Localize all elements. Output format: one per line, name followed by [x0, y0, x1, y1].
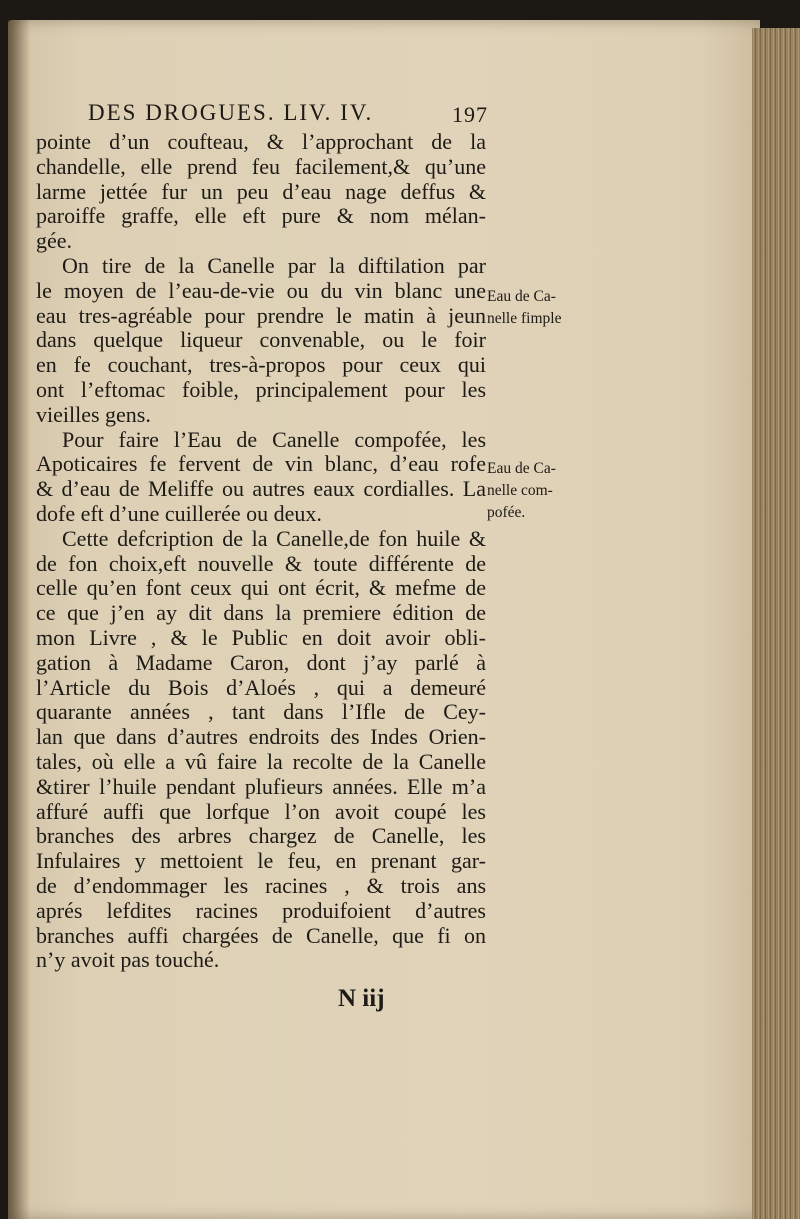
text-line: ont l’eftomac foible, principalement pour les [36, 376, 486, 402]
text-line: Pour faire l’Eau de Canelle compofée, les [62, 426, 486, 452]
text-line: affuré auffi que lorfque l’on avoit coupé les [36, 798, 486, 824]
text-line: aprés lefdites racines produifoient d’autres [36, 897, 486, 923]
text-line: chandelle, elle prend feu facilement,& qu’une [36, 153, 486, 179]
text-line: dans quelque liqueur convenable, ou le foir [36, 327, 486, 353]
text-line: dofe eft d’une cuillerée ou deux. [36, 500, 322, 526]
binding-gutter-shadow [8, 20, 30, 1219]
text-line: larme jettée fur un peu d’eau nage deffus & [36, 178, 486, 204]
margin-note-composee [487, 458, 587, 524]
signature-mark: N iij [338, 985, 385, 1012]
text-line: branches des arbres chargez de Canelle, les [36, 823, 486, 849]
text-line: n’y avoit pas touché. [36, 947, 220, 973]
text-line: quarante années , tant dans l’Ifle de Cey- [36, 699, 486, 725]
text-line: de fon choix,eft nouvelle & toute différente de [36, 550, 486, 576]
text-line: paroiffe graffe, elle eft pure & nom mélan- [36, 203, 486, 229]
running-title: DES DROGUES. LIV. IV. [88, 100, 374, 125]
main-text-column [36, 130, 486, 973]
paragraph-4 [36, 527, 486, 973]
paragraph-2 [36, 254, 486, 428]
text-line: le moyen de l’eau-de-vie ou du vin blanc une [36, 277, 486, 303]
margin-note-line: nelle fimple [487, 310, 562, 327]
text-line: pointe d’un coufteau, & l’approchant de la [36, 129, 486, 154]
margin-note-simple [487, 286, 587, 330]
text-line: de d’endommager les racines , & trois ans [36, 872, 486, 898]
text-line: gation à Madame Caron, dont j’ay parlé à [36, 649, 486, 675]
text-line: eau tres-agréable pour prendre le matin à jeun [36, 302, 486, 328]
text-line: Cette defcription de la Canelle,de fon huile & [62, 525, 486, 551]
page-block-edges [752, 28, 800, 1219]
paragraph-3 [36, 428, 486, 527]
text-line: gée. [36, 228, 73, 254]
text-line: Infulaires y mettoient le feu, en prenant gar- [36, 848, 486, 874]
text-line: &tirer l’huile pendant plufieurs années. Elle m’a [36, 773, 486, 799]
margin-note-line: Eau de Ca- [487, 460, 556, 477]
text-line: celle qu’en font ceux qui ont écrit, & mefme de [36, 575, 486, 601]
text-line: vieilles gens. [36, 401, 151, 427]
margin-note-line: nelle com- [487, 482, 553, 499]
page-number: 197 [452, 102, 488, 127]
paragraph-1 [36, 130, 486, 254]
text-line: & d’eau de Meliffe ou autres eaux cordialles. La [36, 476, 486, 502]
text-line: branches auffi chargées de Canelle, que fi on [36, 922, 486, 948]
margin-note-line: Eau de Ca- [487, 288, 556, 305]
text-line: lan que dans d’autres endroits des Indes Orien- [36, 724, 486, 750]
text-line: en fe couchant, tres-à-propos pour ceux qui [36, 352, 486, 378]
text-line: Apoticaires fe fervent de vin blanc, d’eau rofe [36, 451, 486, 477]
text-line: ce que j’en ay dit dans la premiere édition de [36, 600, 486, 626]
text-line: On tire de la Canelle par la diftilation par [62, 252, 486, 278]
page-header [88, 100, 488, 132]
text-line: tales, où elle a vû faire la recolte de la Canelle [36, 748, 486, 774]
text-line: l’Article du Bois d’Aloés , qui a demeuré [36, 674, 486, 700]
margin-note-line: pofée. [487, 504, 526, 521]
text-line: mon Livre , & le Public en doit avoir obli- [36, 624, 486, 650]
